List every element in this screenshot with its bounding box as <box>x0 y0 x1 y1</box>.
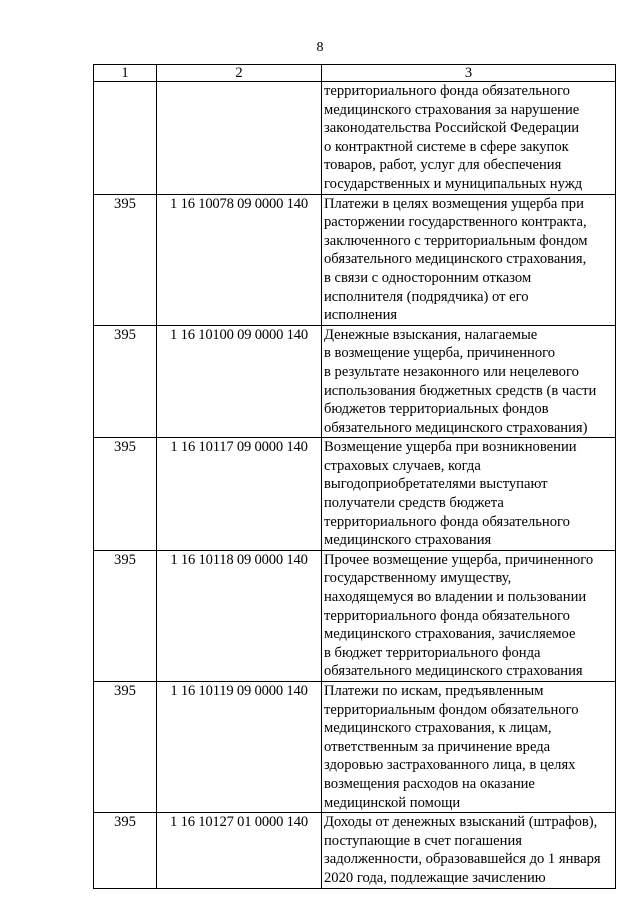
table-row <box>94 438 616 551</box>
table-row <box>94 550 616 681</box>
table-row <box>94 813 616 888</box>
page-number: 8 <box>316 40 324 55</box>
description-cell: Денежные взыскания, налагаемые в возмещение ущерба, причиненного в результате незаконного или нецелевого использования бюджетных средств (в части бюджетов территориальных фондов обязательного медицинского страхования) <box>322 325 616 438</box>
table-row <box>94 682 616 813</box>
admin-code-cell: 395 <box>94 550 157 681</box>
revenue-codes-table <box>93 64 616 889</box>
admin-code-cell: 395 <box>94 438 157 551</box>
description-cell: Платежи в целях возмещения ущерба при расторжении государственного контракта, заключенного с территориальным фондом обязательного медицинского страхования, в связи с односторонним отказом исполнителя (подрядчика) от его исполнения <box>322 194 616 325</box>
description-cell: Платежи по искам, предъявленным территориальным фондом обязательного медицинского страхования, к лицам, ответственным за причинение вреда здоровью застрахованного лица, в целях возмещения расходов на оказание медицинской помощи <box>322 682 616 813</box>
admin-code-cell: 395 <box>94 813 157 888</box>
kbk-code-cell: 1 16 10078 09 0000 140 <box>157 194 322 325</box>
admin-code-cell: 395 <box>94 682 157 813</box>
description-cell: Доходы от денежных взысканий (штрафов), поступающие в счет погашения задолженности, образовавшейся до 1 января 2020 года, подлежащие зачислению <box>322 813 616 888</box>
table-row <box>94 325 616 438</box>
kbk-code-cell: 1 16 10118 09 0000 140 <box>157 550 322 681</box>
kbk-code-cell: 1 16 10117 09 0000 140 <box>157 438 322 551</box>
column-header-2: 2 <box>157 65 322 82</box>
column-header-3: 3 <box>322 65 616 82</box>
description-cell: территориального фонда обязательного медицинского страхования за нарушение законодательства Российской Федерации о контрактной системе в сфере закупок товаров, работ, услуг для обеспечения государственных и муниципальных нужд <box>322 82 616 195</box>
table-row <box>94 194 616 325</box>
description-cell: Прочее возмещение ущерба, причиненного государственному имуществу, находящемуся во владении и пользовании территориального фонда обязательного медицинского страхования, зачисляемое в бюджет территориального фонда обязательного медицинского страхования <box>322 550 616 681</box>
admin-code-cell <box>94 82 157 195</box>
table-header-row <box>94 65 616 82</box>
kbk-code-cell: 1 16 10100 09 0000 140 <box>157 325 322 438</box>
column-header-1: 1 <box>94 65 157 82</box>
admin-code-cell: 395 <box>94 194 157 325</box>
kbk-code-cell <box>157 82 322 195</box>
description-cell: Возмещение ущерба при возникновении страховых случаев, когда выгодоприобретателями выступают получатели средств бюджета территориального фонда обязательного медицинского страхования <box>322 438 616 551</box>
kbk-code-cell: 1 16 10119 09 0000 140 <box>157 682 322 813</box>
admin-code-cell: 395 <box>94 325 157 438</box>
table-row <box>94 82 616 195</box>
kbk-code-cell: 1 16 10127 01 0000 140 <box>157 813 322 888</box>
